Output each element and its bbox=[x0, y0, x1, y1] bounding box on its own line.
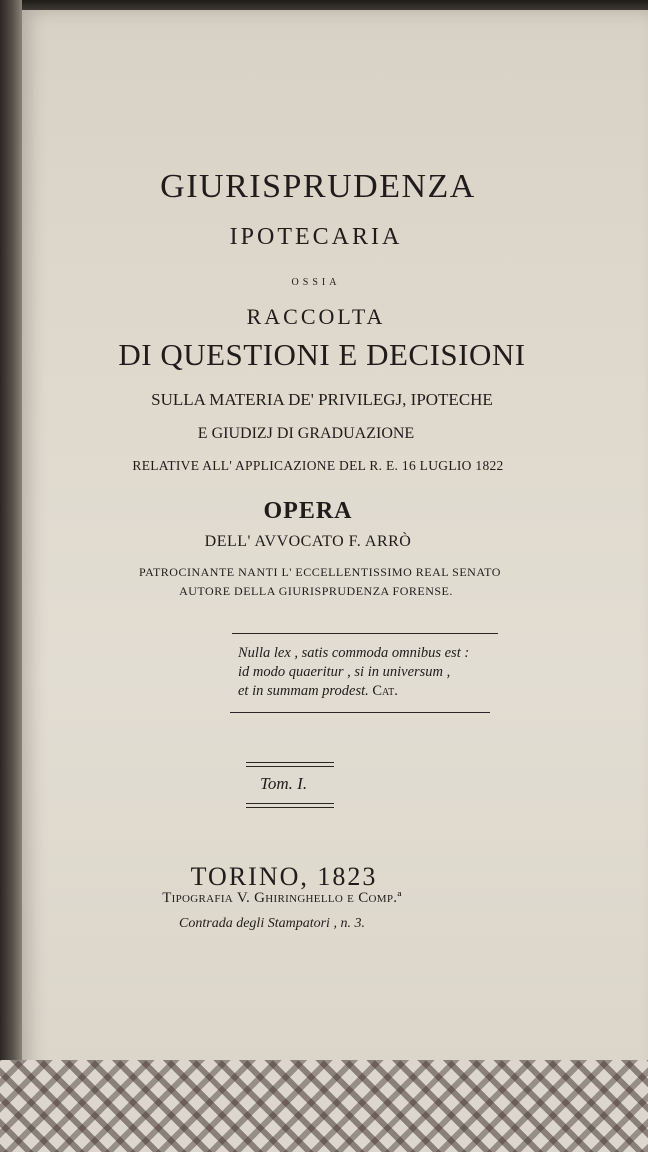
subtitle-line-1: RACCOLTA bbox=[246, 304, 386, 329]
subtitle-line-2: DI QUESTIONI E DECISIONI bbox=[118, 337, 526, 372]
title-line-2: IPOTECARIA bbox=[229, 224, 403, 250]
volume-bottom-rule-2 bbox=[246, 807, 334, 808]
imprint-place-year: TORINO, 1823 bbox=[190, 862, 378, 891]
imprint-address: Contrada degli Stampatori , n. 3. bbox=[179, 916, 365, 931]
epigraph-top-rule bbox=[232, 633, 498, 634]
epigraph-bottom-rule bbox=[230, 712, 490, 713]
imprint-printer: Tipografia V. Ghiringhello e Comp.ª bbox=[162, 890, 402, 906]
subtitle-line-5: RELATIVE ALL' APPLICAZIONE DEL R. E. 16 LUGLIO 1822 bbox=[132, 458, 504, 473]
subtitle-line-4: E GIUDIZJ DI GRADUAZIONE bbox=[197, 425, 415, 442]
work-label: OPERA bbox=[263, 498, 353, 524]
epigraph-line-3-text: et in summam prodest. bbox=[238, 683, 369, 699]
author-line: DELL' AVVOCATO F. ARRÒ bbox=[204, 533, 412, 550]
epigraph-line-3 bbox=[238, 682, 518, 701]
volume-top-rule-2 bbox=[246, 766, 334, 767]
author-description-1: PATROCINANTE NANTI L' ECCELLENTISSIMO REAL SENATO bbox=[139, 565, 501, 579]
volume-bottom-rule bbox=[246, 803, 334, 804]
epigraph-attribution: Cat. bbox=[372, 683, 398, 699]
author-description-2: AUTORE DELLA GIURISPRUDENZA FORENSE. bbox=[179, 584, 453, 598]
epigraph-line-2: id modo quaeritur , si in universum , bbox=[238, 664, 451, 680]
epigraph-line-1: Nulla lex , satis commoda omnibus est : bbox=[238, 645, 470, 661]
subtitle-line-3: SULLA MATERIA DE' PRIVILEGJ, IPOTECHE bbox=[151, 390, 493, 409]
volume-label: Tom. I. bbox=[260, 774, 308, 793]
epigraph bbox=[238, 644, 518, 701]
title-line-1: GIURISPRUDENZA bbox=[160, 168, 476, 205]
tablecloth bbox=[0, 1060, 648, 1152]
volume-top-rule bbox=[246, 762, 334, 763]
conjunction: OSSIA bbox=[291, 277, 341, 288]
